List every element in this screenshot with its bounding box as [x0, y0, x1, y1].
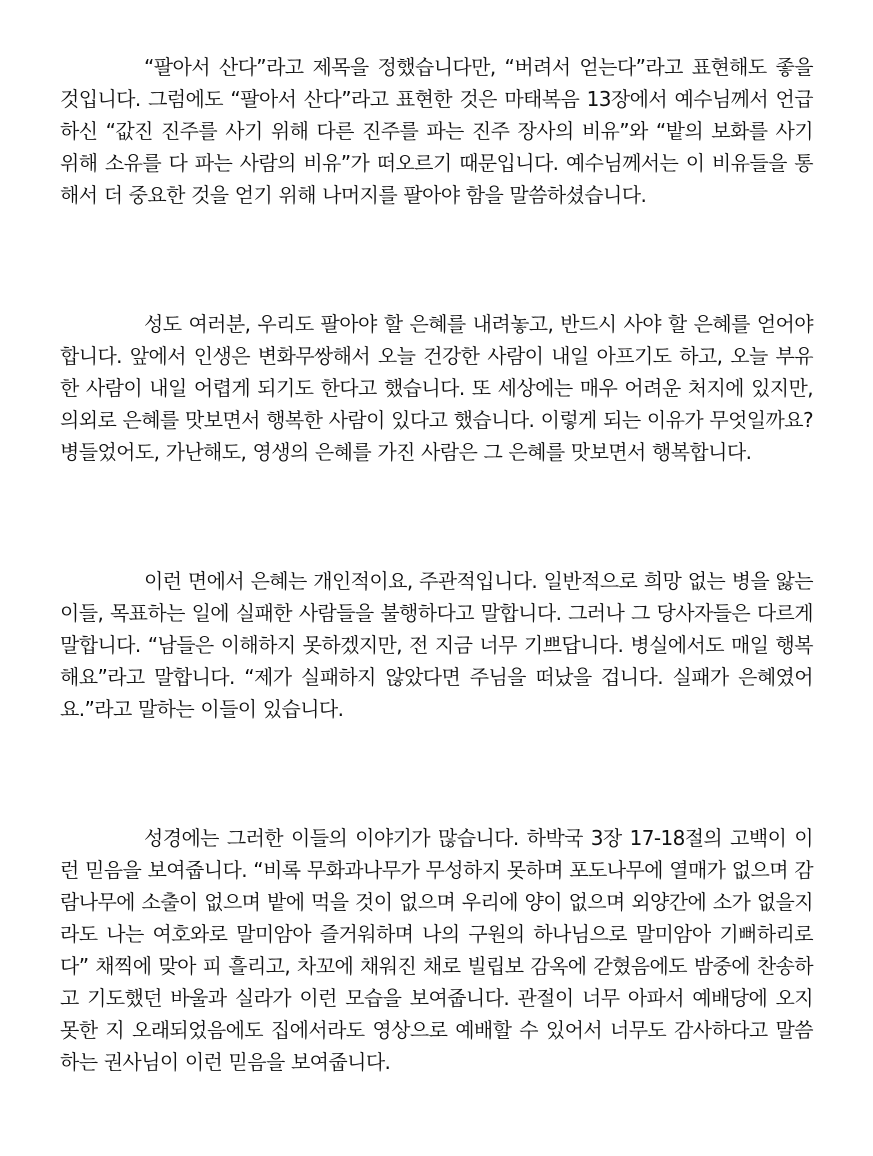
paragraph-sell-and-buy: “팔아서 산다”라고 제목을 정했습니다만, “버려서 얻는다”라고 표현해도 좋을 것입니다. 그럼에도 “팔아서 산다”라고 표현한 것은 마태복음 13장에서 예수님께서 언급하신 “값진 진주를 사기 위해 다른 진주를 파는 진주 장사의 비유”와 “밭의 보화를 사기 위해 소유를 다 파는 사람의 비유”가 떠오르기 때문입니다. 예수님께서는 이 비유들을 통해서 더 중요한 것을 얻기 위해 나머지를 팔아야 함을 말씀하셨습니다. — [60, 55, 813, 207]
paragraph-grace-to-obtain: 성도 여러분, 우리도 팔아야 할 은혜를 내려놓고, 반드시 사야 할 은혜를 얻어야 합니다. 앞에서 인생은 변화무쌍해서 오늘 건강한 사람이 내일 아프기도 하고, 오늘 부유한 사람이 내일 어렵게 되기도 한다고 했습니다. 또 세상에는 매우 어려운 처지에 있지만, 의외로 은혜를 맛보면서 행복한 사람이 있다고 했습니다. 이렇게 되는 이유가 무엇일까요? 병들었어도, 가난해도, 영생의 은혜를 가진 사람은 그 은혜를 맛보면서 행복합니다. — [60, 312, 813, 464]
paragraph-bible-examples: 성경에는 그러한 이들의 이야기가 많습니다. 하박국 3장 17-18절의 고백이 이런 믿음을 보여줍니다. “비록 무화과나무가 무성하지 못하며 포도나무에 열매가 없으며 감람나무에 소출이 없으며 밭에 먹을 것이 없으며 우리에 양이 없으며 외양간에 소가 없을지라도 나는 여호와로 말미암아 즐거워하며 나의 구원의 하나님으로 말미암아 기뻐하리로다” 채찍에 맞아 피 흘리고, 차꼬에 채워진 채로 빌립보 감옥에 갇혔음에도 밤중에 찬송하고 기도했던 바울과 실라가 이런 모습을 보여줍니다. 관절이 너무 아파서 예배당에 오지 못한 지 오래되었음에도 집에서라도 영상으로 예배할 수 있어서 너무도 감사하다고 말씀하는 권사님이 이런 믿음을 보여줍니다. — [60, 826, 813, 1074]
paragraph-grace-personal: 이런 면에서 은혜는 개인적이요, 주관적입니다. 일반적으로 희망 없는 병을 앓는 이들, 목표하는 일에 실패한 사람들을 불행하다고 말합니다. 그러나 그 당사자들은 다르게 말합니다. “남들은 이해하지 못하겠지만, 전 지금 너무 기쁘답니다. 병실에서도 매일 행복해요”라고 말합니다. “제가 실패하지 않았다면 주님을 떠났을 겁니다. 실패가 은혜였어요.”라고 말하는 이들이 있습니다. — [60, 569, 813, 721]
